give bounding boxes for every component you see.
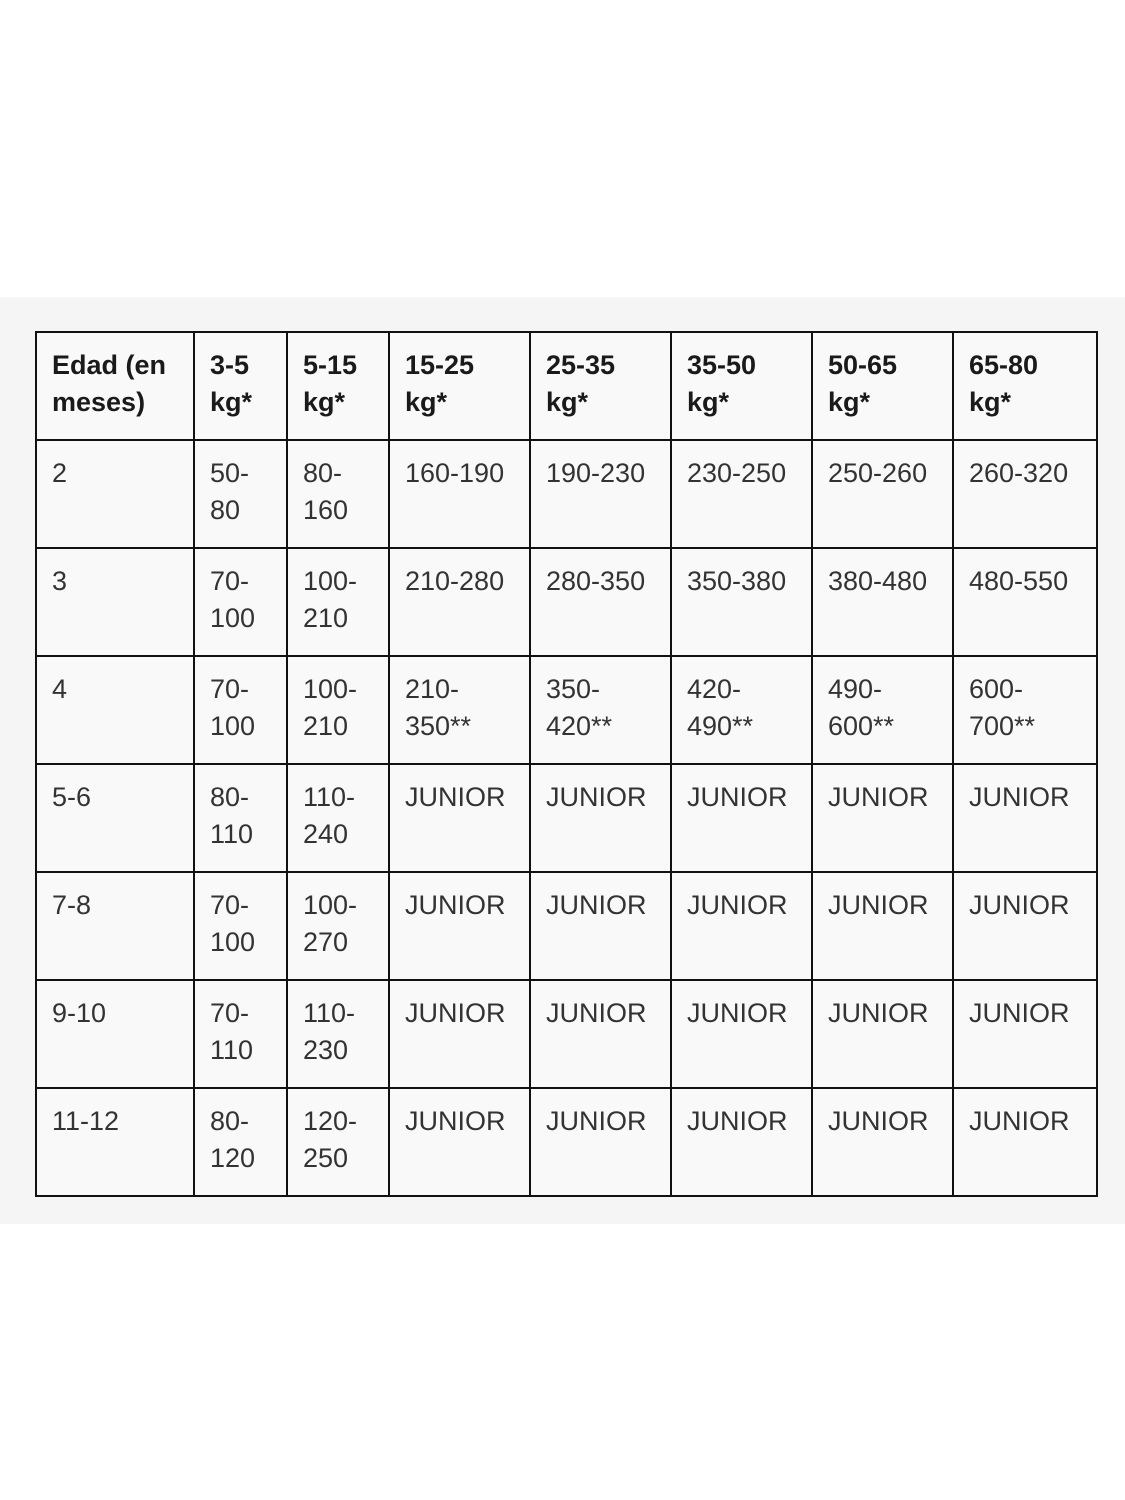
table-cell: JUNIOR (530, 1088, 671, 1196)
table-cell: 50-80 (194, 440, 287, 548)
table-cell: 350-380 (671, 548, 812, 656)
table-cell: 420-490** (671, 656, 812, 764)
table-cell: 100-210 (287, 548, 389, 656)
table-cell: JUNIOR (812, 1088, 953, 1196)
table-cell: 120-250 (287, 1088, 389, 1196)
table-cell: 70-100 (194, 656, 287, 764)
header-weight-65-80: 65-80 kg* (953, 332, 1097, 440)
table-cell: JUNIOR (953, 872, 1097, 980)
feeding-table (35, 331, 1098, 1197)
table-cell: 190-230 (530, 440, 671, 548)
table-cell: JUNIOR (530, 980, 671, 1088)
table-row (36, 872, 1097, 980)
header-age: Edad (en meses) (36, 332, 194, 440)
table-row (36, 548, 1097, 656)
table-cell: JUNIOR (671, 980, 812, 1088)
table-cell: 280-350 (530, 548, 671, 656)
table-cell: 100-210 (287, 656, 389, 764)
header-weight-25-35: 25-35 kg* (530, 332, 671, 440)
table-cell: 350-420** (530, 656, 671, 764)
table-cell: 9-10 (36, 980, 194, 1088)
table-cell: 210-280 (389, 548, 530, 656)
table-cell: JUNIOR (389, 980, 530, 1088)
table-cell: 160-190 (389, 440, 530, 548)
table-header-row (36, 332, 1097, 440)
table-cell: 70-100 (194, 872, 287, 980)
table-row (36, 656, 1097, 764)
table-cell: JUNIOR (953, 980, 1097, 1088)
table-cell: JUNIOR (671, 764, 812, 872)
header-weight-3-5: 3-5 kg* (194, 332, 287, 440)
table-cell: 600-700** (953, 656, 1097, 764)
table-cell: 380-480 (812, 548, 953, 656)
table-cell: 480-550 (953, 548, 1097, 656)
table-cell: JUNIOR (953, 1088, 1097, 1196)
table-cell: JUNIOR (671, 872, 812, 980)
table-row (36, 440, 1097, 548)
table-cell: 11-12 (36, 1088, 194, 1196)
table-cell: 80-160 (287, 440, 389, 548)
table-cell: JUNIOR (530, 764, 671, 872)
header-weight-50-65: 50-65 kg* (812, 332, 953, 440)
table-row (36, 980, 1097, 1088)
header-weight-35-50: 35-50 kg* (671, 332, 812, 440)
table-cell: JUNIOR (812, 872, 953, 980)
table-cell: 490-600** (812, 656, 953, 764)
table-cell: 210-350** (389, 656, 530, 764)
table-cell: 70-110 (194, 980, 287, 1088)
table-cell: 110-240 (287, 764, 389, 872)
table-cell: 110-230 (287, 980, 389, 1088)
table-cell: 5-6 (36, 764, 194, 872)
table-cell: 80-110 (194, 764, 287, 872)
table-cell: 230-250 (671, 440, 812, 548)
table-cell: JUNIOR (530, 872, 671, 980)
table-cell: 3 (36, 548, 194, 656)
table-cell: JUNIOR (389, 872, 530, 980)
table-cell: 4 (36, 656, 194, 764)
table-cell: 250-260 (812, 440, 953, 548)
table-row (36, 764, 1097, 872)
table-cell: JUNIOR (389, 764, 530, 872)
table-cell: 260-320 (953, 440, 1097, 548)
table-cell: 7-8 (36, 872, 194, 980)
table-row (36, 1088, 1097, 1196)
table-cell: JUNIOR (671, 1088, 812, 1196)
header-weight-5-15: 5-15 kg* (287, 332, 389, 440)
table-cell: JUNIOR (812, 980, 953, 1088)
header-weight-15-25: 15-25 kg* (389, 332, 530, 440)
table-cell: JUNIOR (953, 764, 1097, 872)
table-cell: 70-100 (194, 548, 287, 656)
table-cell: 80-120 (194, 1088, 287, 1196)
table-cell: JUNIOR (389, 1088, 530, 1196)
table-cell: JUNIOR (812, 764, 953, 872)
table-cell: 2 (36, 440, 194, 548)
table-cell: 100-270 (287, 872, 389, 980)
